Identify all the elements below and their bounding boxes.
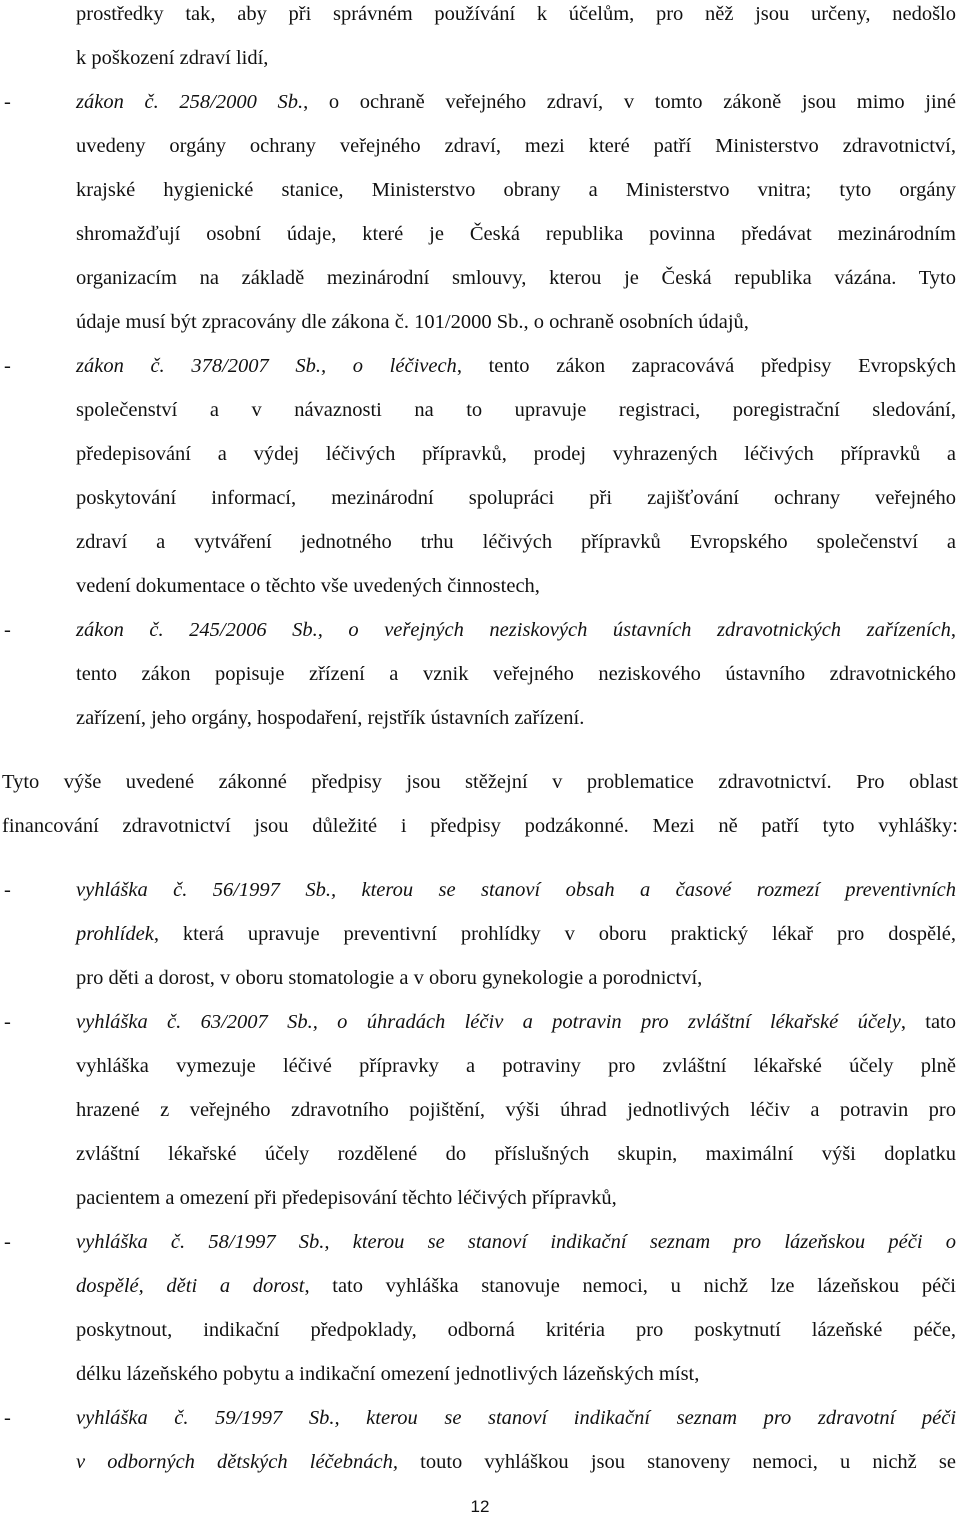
text-line: organizacím na základě mezinárodní smlouvy, kterou je Česká republika vázána. Tyto bbox=[76, 267, 956, 289]
list-bullet: - bbox=[4, 355, 11, 377]
decree-title: , kterou se stanoví obsah a časové rozmezí preventivních bbox=[330, 879, 957, 901]
text-line bbox=[76, 922, 956, 946]
text-line: zdraví a vytváření jednotného trhu léčivých přípravků Evropského společenství a bbox=[76, 531, 956, 553]
text-fragment: , tato vyhláška stanovuje nemoci, u nichž lze lázeňskou péči bbox=[304, 1275, 956, 1297]
paragraph-line: Tyto výše uvedené zákonné předpisy jsou stěžejní v problematice zdravotnictví. Pro oblast bbox=[2, 771, 958, 793]
text-line bbox=[76, 1450, 956, 1474]
law-title: , o léčivech bbox=[321, 355, 457, 377]
list-item-first-line bbox=[76, 1230, 956, 1254]
decree-title: , o úhradách léčiv a potravin pro zvláštní lékařské účely bbox=[312, 1011, 901, 1033]
list-bullet: - bbox=[4, 619, 11, 641]
text-line: předepisování a výdej léčivých přípravků, prodej vyhrazených léčivých přípravků a bbox=[76, 443, 956, 465]
text-line: prostředky tak, aby při správném používání k účelům, pro něž jsou určeny, nedošlo bbox=[76, 3, 956, 25]
decree-reference: vyhláška č. 59/1997 Sb. bbox=[76, 1407, 335, 1429]
decree-title: prohlídek bbox=[76, 923, 154, 945]
list-bullet: - bbox=[4, 1231, 11, 1253]
paragraph-line: financování zdravotnictví jsou důležité i předpisy podzákonné. Mezi ně patří tyto vyhlášky: bbox=[2, 815, 958, 837]
list-item-first-line bbox=[76, 1406, 956, 1430]
law-reference: zákon č. 378/2007 Sb. bbox=[76, 355, 322, 377]
list-bullet: - bbox=[4, 1011, 11, 1033]
decree-title: , kterou se stanoví indikační seznam pro zdravotní péči bbox=[334, 1407, 957, 1429]
list-item-first-line bbox=[76, 354, 956, 378]
decree-reference: vyhláška č. 58/1997 Sb. bbox=[76, 1231, 325, 1253]
list-item-first-line bbox=[76, 618, 956, 642]
text-line: shromažďují osobní údaje, které je Česká republika povinna předávat mezinárodním bbox=[76, 223, 956, 245]
decree-title: v odborných dětských léčebnách, bbox=[76, 1451, 398, 1473]
text-line: krajské hygienické stanice, Ministerstvo obrany a Ministerstvo vnitra; tyto orgány bbox=[76, 179, 956, 201]
text-line: poskytování informací, mezinárodní spolupráci při zajišťování ochrany veřejného bbox=[76, 487, 956, 509]
text-line: vyhláška vymezuje léčivé přípravky a potraviny pro zvláštní lékařské účely plně bbox=[76, 1055, 956, 1077]
text-line: k poškození zdraví lidí, bbox=[76, 47, 269, 69]
text-line: zvláštní lékařské účely rozdělené do příslušných skupin, maximální výši doplatku bbox=[76, 1143, 956, 1165]
text-line: pacientem a omezení při předepisování těchto léčivých přípravků, bbox=[76, 1187, 617, 1209]
text-fragment: , která upravuje preventivní prohlídky v oboru praktický lékař pro dospělé, bbox=[153, 923, 956, 945]
decree-reference: vyhláška č. 63/2007 Sb. bbox=[76, 1011, 313, 1033]
text-line: poskytnout, indikační předpoklady, odborná kritéria pro poskytnutí lázeňské péče, bbox=[76, 1319, 956, 1341]
list-item-first-line bbox=[76, 1010, 956, 1034]
law-title: , o ochraně veřejného zdraví bbox=[303, 91, 599, 113]
list-bullet: - bbox=[4, 91, 11, 113]
text-line: hrazené z veřejného zdravotního pojištění, výši úhrad jednotlivých léčiv a potravin pro bbox=[76, 1099, 956, 1121]
text-fragment: touto vyhláškou jsou stanoveny nemoci, u nichž se bbox=[397, 1451, 956, 1473]
text-line: vedení dokumentace o těchto vše uvedených činnostech, bbox=[76, 575, 540, 597]
text-line: uvedeny orgány ochrany veřejného zdraví, mezi které patří Ministerstvo zdravotnictví, bbox=[76, 135, 956, 157]
text-line: společenství a v návaznosti na to upravuje registraci, poregistrační sledování, bbox=[76, 399, 956, 421]
law-title: , o veřejných neziskových ústavních zdravotnických zařízeních bbox=[317, 619, 951, 641]
text-line: zařízení, jeho orgány, hospodaření, rejstřík ústavních zařízení. bbox=[76, 707, 585, 729]
text-line bbox=[76, 1274, 956, 1298]
law-reference: zákon č. 245/2006 Sb. bbox=[76, 619, 318, 641]
list-bullet: - bbox=[4, 1407, 11, 1429]
decree-reference: vyhláška č. 56/1997 Sb. bbox=[76, 879, 331, 901]
text-fragment: , tento zákon zapracovává předpisy Evropských bbox=[456, 355, 956, 377]
text-line: tento zákon popisuje zřízení a vznik veřejného neziskového ústavního zdravotnického bbox=[76, 663, 956, 685]
text-line: pro děti a dorost, v oboru stomatologie a v oboru gynekologie a porodnictví, bbox=[76, 967, 703, 989]
text-fragment: , bbox=[950, 619, 956, 641]
text-line: údaje musí být zpracovány dle zákona č. 101/2000 Sb., o ochraně osobních údajů, bbox=[76, 311, 749, 333]
list-bullet: - bbox=[4, 879, 11, 901]
list-item-first-line bbox=[76, 878, 956, 902]
text-fragment: , v tomto zákoně jsou mimo jiné bbox=[598, 91, 956, 113]
decree-title: , kterou se stanoví indikační seznam pro lázeňskou péči o bbox=[324, 1231, 956, 1253]
text-fragment: , tato bbox=[900, 1011, 956, 1033]
law-reference: zákon č. 258/2000 Sb. bbox=[76, 91, 304, 113]
list-item-first-line bbox=[76, 90, 956, 114]
text-line: délku lázeňského pobytu a indikační omezení jednotlivých lázeňských míst, bbox=[76, 1363, 700, 1385]
decree-title: dospělé, děti a dorost bbox=[76, 1275, 305, 1297]
page-number: 12 bbox=[470, 1497, 490, 1516]
